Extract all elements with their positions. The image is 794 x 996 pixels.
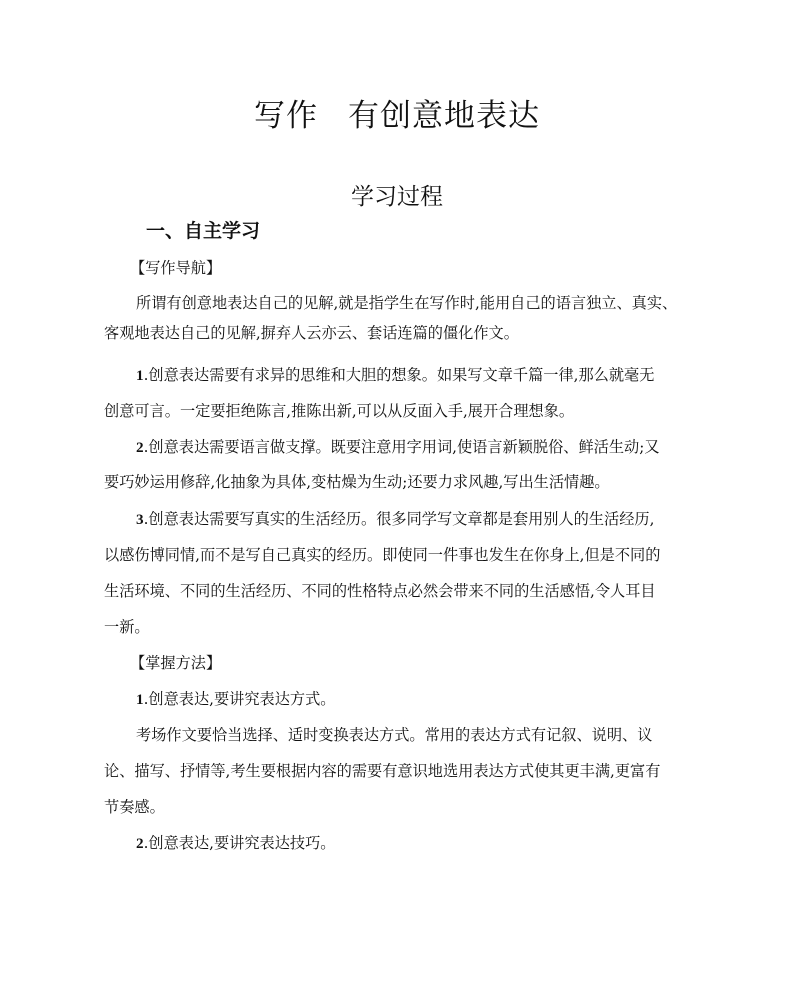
- guide-heading: 【写作导航】: [130, 259, 222, 277]
- guide-point3-line4: 一新。: [104, 618, 150, 636]
- guide-point3-line3: 生活环境、不同的生活经历、不同的性格特点必然会带来不同的生活感悟,令人耳目: [104, 582, 656, 600]
- subtitle: 学习过程: [351, 184, 443, 210]
- method-body-line3: 节奏感。: [104, 798, 165, 816]
- guide-point3-line2: 以感伤博同情,而不是写自己真实的经历。即使同一件事也发生在你身上,但是不同的: [104, 546, 661, 564]
- method-body-line1: 考场作文要恰当选择、适时变换表达方式。常用的表达方式有记叙、说明、议: [136, 726, 653, 744]
- title-part2: 有创意地表达: [348, 98, 540, 134]
- method-heading: 【掌握方法】: [130, 654, 222, 672]
- method-point2: [136, 833, 716, 854]
- point-text: .创意表达需要有求异的思维和大胆的想象。如果写文章千篇一律,那么就毫无: [143, 366, 655, 384]
- section-heading: 一、自主学习: [146, 220, 261, 242]
- guide-point1-line2: 创意可言。一定要拒绝陈言,推陈出新,可以从反面入手,展开合理想象。: [104, 402, 575, 420]
- point-text: .创意表达需要写真实的生活经历。很多同学写文章都是套用别人的生活经历,: [143, 510, 655, 528]
- point-text: .创意表达需要语言做支撑。既要注意用字用词,使语言新颖脱俗、鲜活生动;又: [143, 438, 660, 456]
- point-number: 1: [136, 691, 144, 708]
- method-point1: [136, 689, 716, 710]
- guide-intro-line2: 客观地表达自己的见解,摒弃人云亦云、套话连篇的僵化作文。: [104, 324, 519, 342]
- point-number: 2: [136, 835, 144, 852]
- point-text: .创意表达,要讲究表达技巧。: [143, 834, 336, 852]
- guide-point2-line1: [136, 437, 716, 458]
- point-text: .创意表达,要讲究表达方式。: [143, 690, 336, 708]
- point-number: 2: [136, 439, 144, 456]
- title-part1: 写作: [254, 98, 318, 134]
- point-number: 3: [136, 511, 144, 528]
- guide-point3-line1: [136, 509, 716, 530]
- method-body-line2: 论、描写、抒情等,考生要根据内容的需要有意识地选用表达方式使其更丰满,更富有: [104, 762, 661, 780]
- guide-intro-line1: 所谓有创意地表达自己的见解,就是指学生在写作时,能用自己的语言独立、真实、: [136, 294, 678, 312]
- point-number: 1: [136, 367, 144, 384]
- guide-point1-line1: [136, 365, 716, 386]
- page-title: [0, 90, 794, 135]
- guide-point2-line2: 要巧妙运用修辞,化抽象为具体,变枯燥为生动;还要力求风趣,写出生活情趣。: [104, 473, 610, 491]
